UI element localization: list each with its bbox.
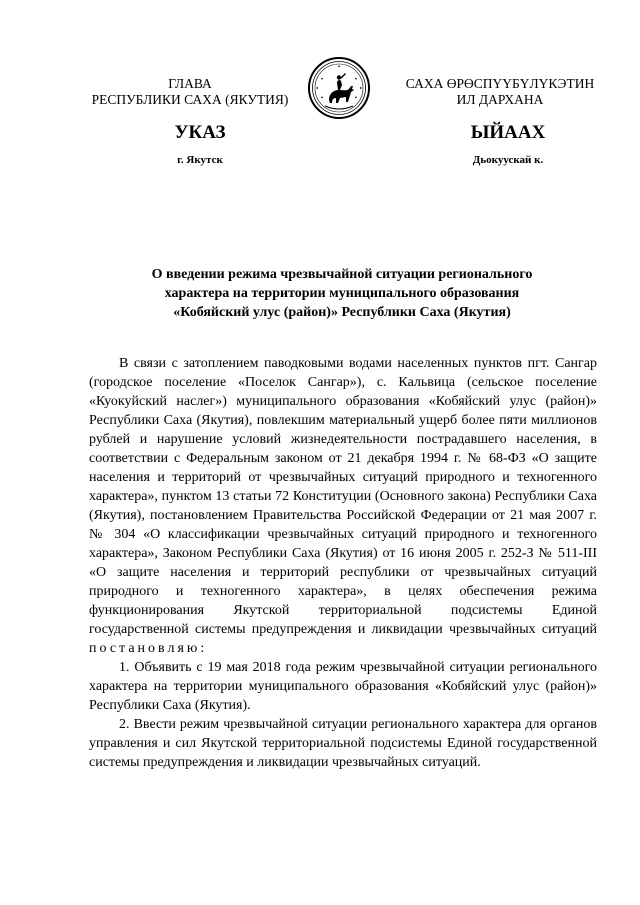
preamble-paragraph <box>89 354 597 658</box>
title-line-1: О введении режима чрезвычайной ситуации регионального <box>151 267 533 282</box>
doc-type-ru: УКАЗ <box>174 122 226 143</box>
doc-type-sakha: ЫЙААХ <box>470 122 546 143</box>
decree-item-1: 1. Объявить с 19 мая 2018 года режим чрезвычайной ситуации регионального характера на территории муниципального образования «Кобяйский улус (район)» Республики Саха (Якутия). <box>89 660 597 713</box>
title-line-2: характера на территории муниципального образования <box>164 286 520 301</box>
header-right-line1: САХА ӨРӨСПҮҮБҮЛҮКЭТИН <box>405 76 595 91</box>
header-left-block <box>80 76 300 108</box>
header-left-line1: ГЛАВА <box>168 76 212 91</box>
city-ru: г. Якутск <box>177 154 223 166</box>
decree-title <box>100 265 584 322</box>
decree-colon: : <box>200 641 205 656</box>
preamble-text: В связи с затоплением паводковыми водами населенных пунктов пгт. Сангар (городское поселение «Поселок Сангар»), с. Кальвица (сельское поселение «Куокуйский наслег») муниципального образования «Кобяйский улус (район)» Республики Саха (Якутия), повлекшим материальный ущерб более пяти миллионов рублей и нарушение условий жизнедеятельности пострадавшего населения, в соответствии с Федеральным законом от 21 декабря 1994 г. № 68-ФЗ «О защите населения и территорий от чрезвычайных ситуаций природного и техногенного характера», пунктом 13 статьи 72 Конституции (Основного закона) Республики Саха (Якутия), постановлением Правительства Российской Федерации от 21 мая 2007 г. № 304 «О классификации чрезвычайных ситуаций природного и техногенного характера», Законом Республики Саха (Якутия) от 16 июня 2005 г. 252-З № 511-III «О защите населения и территорий республики от чрезвычайных ситуаций природного и техногенного характера», в целях обеспечения режима функционирования Якутской территориальной подсистемы Единой государственной системы предупреждения и ликвидации чрезвычайных ситуаций <box>89 356 597 637</box>
header-right-line2: ИЛ ДАРХАНА <box>456 92 544 107</box>
decree-body <box>89 354 597 772</box>
header-left-line2: РЕСПУБЛИКИ САХА (ЯКУТИЯ) <box>91 92 289 107</box>
title-line-3: «Кобяйский улус (район)» Республики Саха (Якутия) <box>173 305 511 320</box>
header-right-block <box>395 76 605 108</box>
city-sakha: Дьокуускай к. <box>472 154 544 166</box>
decree-item-2: 2. Ввести режим чрезвычайной ситуации регионального характера для органов управления и сил Якутской территориальной подсистемы Единой государственной системы предупреждения и ликвидации чрезвычайных ситуаций. <box>89 717 597 770</box>
decree-keyword: постановляю <box>89 641 201 656</box>
coat-of-arms-icon <box>307 56 371 120</box>
